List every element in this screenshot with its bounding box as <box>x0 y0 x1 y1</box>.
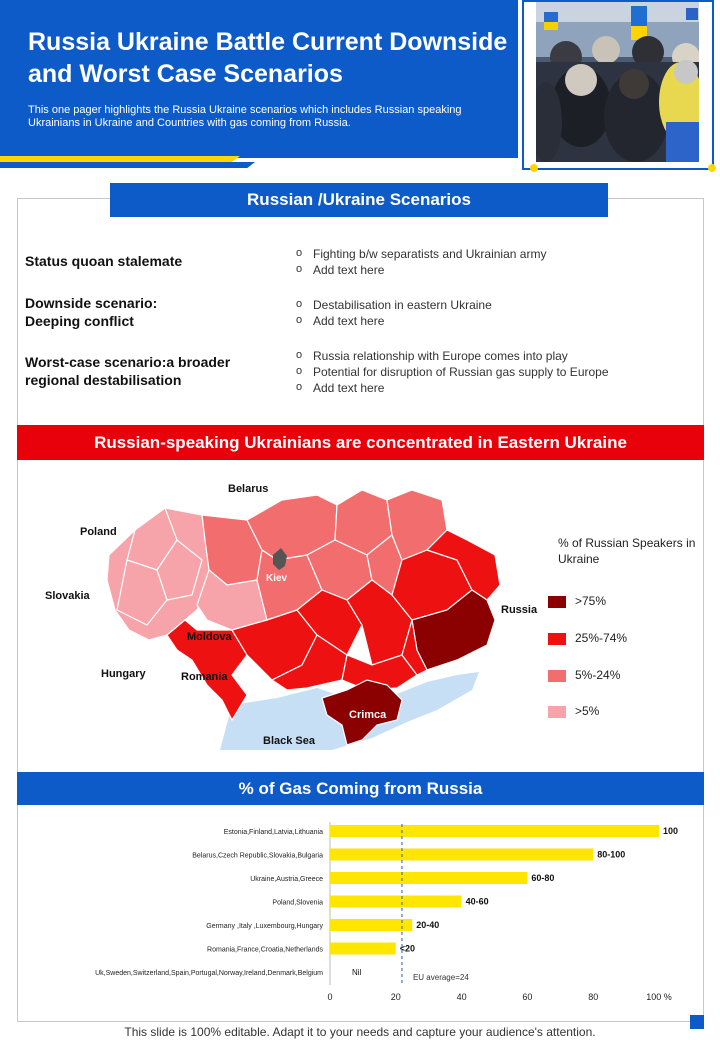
legend-item <box>548 668 620 684</box>
x-tick-label: 40 <box>456 992 467 1002</box>
label-romania: Romania <box>181 671 228 683</box>
gas-value-label: 80-100 <box>597 849 626 860</box>
label-poland: Poland <box>80 526 117 538</box>
legend-label: 25%-74% <box>575 631 628 645</box>
label-hungary: Hungary <box>101 668 146 680</box>
x-tick-label: 80 <box>588 992 599 1002</box>
scenario-label: Status quoan stalemate <box>25 253 183 269</box>
map-heading: Russian-speaking Ukrainians are concentrated in Eastern Ukraine <box>17 425 704 460</box>
gas-category-label: Germany ,Italy ,Luxembourg,Hungary <box>206 923 323 930</box>
gas-category-label: Uk,Sweden,Switzerland,Spain,Portugal,Norway,Ireland,Denmark,Belgium <box>95 970 323 977</box>
scenario-bullets <box>296 297 492 329</box>
gas-bar <box>330 825 659 837</box>
legend-title: % of Russian Speakers in Ukraine <box>558 536 696 566</box>
label-black-sea: Black Sea <box>263 735 315 747</box>
corner-box <box>690 1015 704 1029</box>
gas-bar <box>330 943 396 955</box>
accent-stripe-yellow <box>0 156 240 163</box>
gas-bar <box>330 896 462 908</box>
gas-value-label: Nil <box>352 968 362 977</box>
label-belarus: Belarus <box>228 483 269 495</box>
gas-category-label: Romania,France,Croatia,Netherlands <box>207 946 323 954</box>
scenario-bullet: o Add text here <box>296 313 492 329</box>
scenario-bullets <box>296 246 546 278</box>
x-tick-label: 100 % <box>646 992 672 1002</box>
label-slovakia: Slovakia <box>45 590 90 602</box>
gas-chart <box>17 810 704 1015</box>
label-moldova: Moldova <box>187 631 232 643</box>
legend-swatch <box>548 670 566 682</box>
label-kiev: Kiev <box>266 573 288 584</box>
legend-label: >5% <box>575 704 600 718</box>
x-tick-label: 0 <box>327 992 333 1002</box>
bars-group <box>330 825 659 955</box>
category-labels <box>95 829 323 977</box>
footer-text: This slide is 100% editable. Adapt it to your needs and capture your audience's attention. <box>124 1025 596 1039</box>
legend-item <box>548 704 599 720</box>
x-tick-label: 60 <box>522 992 533 1002</box>
page-title: Russia Ukraine Battle Current Downside and Worst Case Scenarios <box>28 28 508 88</box>
scenario-bullet: o Add text here <box>296 262 546 278</box>
protest-photo <box>536 2 699 162</box>
scenario-bullet: o Fighting b/w separatists and Ukrainian army <box>296 246 546 262</box>
gas-value-label: 40-60 <box>465 896 489 907</box>
legend-item <box>548 631 627 647</box>
protest-photo-illustration <box>536 2 699 162</box>
legend-label: 5%-24% <box>575 668 621 682</box>
eu-average-label: EU average=24 <box>412 973 469 982</box>
gas-heading: % of Gas Coming from Russia <box>17 772 704 805</box>
x-ticks <box>327 992 671 1002</box>
label-russia: Russia <box>501 604 538 616</box>
label-crimea: Crimca <box>349 709 387 721</box>
legend-swatch <box>548 706 566 718</box>
scenario-bullet: o Russia relationship with Europe comes into play <box>296 348 609 364</box>
scenarios-heading: Russian /Ukraine Scenarios <box>110 183 608 217</box>
gas-category-label: Poland,Slovenia <box>272 899 323 907</box>
scenario-label: Worst-case scenario:a broader regional destabilisation <box>25 354 231 388</box>
decor-dot <box>530 164 538 172</box>
legend-swatch <box>548 633 566 645</box>
ukraine-map <box>17 460 704 770</box>
x-tick-label: 20 <box>390 992 401 1002</box>
gas-category-label: Ukraine,Austria,Greece <box>250 876 323 883</box>
gas-value-label: 20-40 <box>416 920 440 930</box>
gas-bar <box>330 919 412 931</box>
gas-value-label: 60-80 <box>531 873 555 883</box>
page-description: This one pager highlights the Russia Ukraine scenarios which includes Russian speaking Ukrainians in Ukraine and Countries with gas coming from Russia. <box>28 104 462 129</box>
scenario-bullet: o Add text here <box>296 380 609 396</box>
gas-bar <box>330 849 593 861</box>
gas-bar <box>330 872 527 884</box>
gas-value-label: <20 <box>399 943 416 954</box>
legend-item <box>548 594 606 610</box>
gas-category-label: Estonia,Finland,Latvia,Lithuania <box>223 829 323 836</box>
scenario-bullet: o Potential for disruption of Russian gas supply to Europe <box>296 364 609 380</box>
scenario-bullet: o Destabilisation in eastern Ukraine <box>296 297 492 313</box>
legend-label: >75% <box>575 594 607 608</box>
decor-dot <box>708 164 716 172</box>
scenario-bullets <box>296 348 609 396</box>
header <box>0 0 720 168</box>
scenario-label: Downside scenario: Deeping conflict <box>25 295 158 329</box>
gas-category-label: Belarus,Czech Republic,Slovakia,Bulgaria <box>192 852 323 860</box>
legend-swatch <box>548 596 566 608</box>
gas-value-label: 100 <box>663 826 679 836</box>
